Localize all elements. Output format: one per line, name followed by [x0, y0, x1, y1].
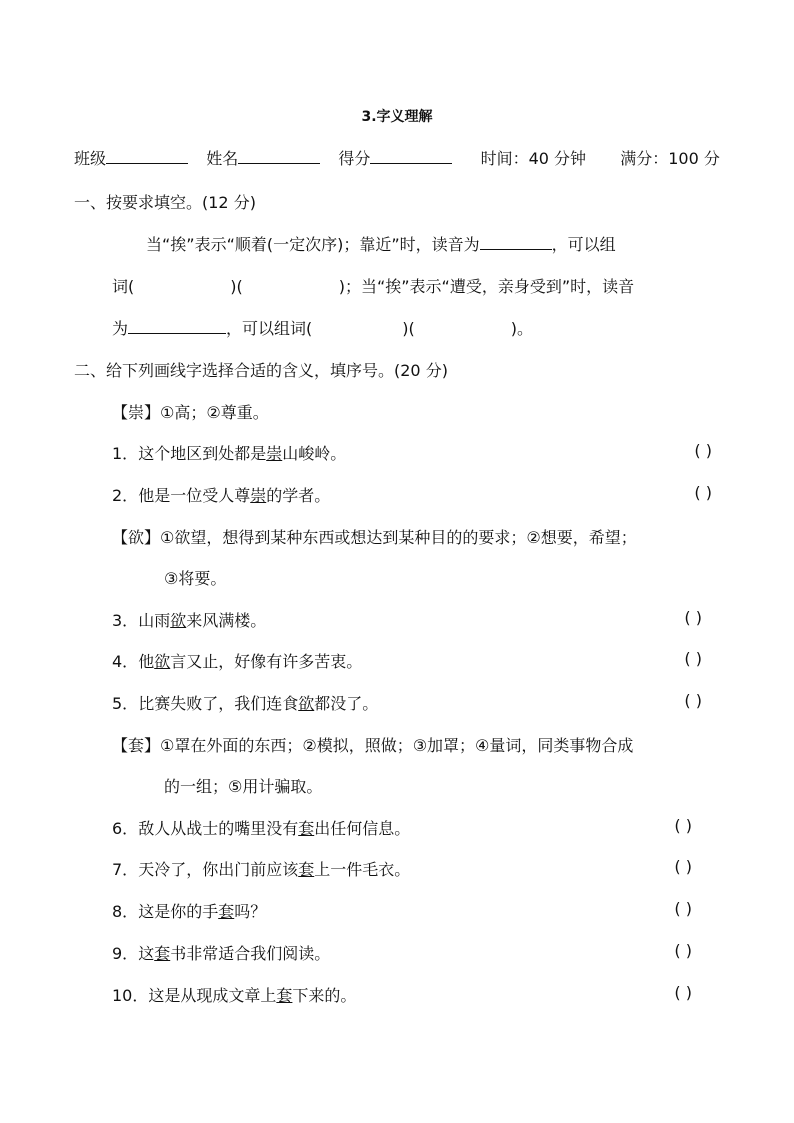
- full-score: 满分：100 分: [620, 149, 720, 168]
- underlined-char: 套: [298, 819, 315, 838]
- definition-chong: 【崇】①高；②尊重。: [112, 403, 269, 422]
- section1-heading: 一、按要求填空。(12 分): [74, 193, 256, 212]
- answer-parentheses[interactable]: ( ): [684, 608, 702, 627]
- answer-parentheses[interactable]: ( ): [674, 816, 692, 835]
- question-text-pre: 这: [138, 944, 155, 963]
- score-label: 得分: [338, 149, 371, 168]
- question-text-pre: 他是一位受人尊: [138, 486, 251, 505]
- question-text-post: 言又止，好像有许多苦衷。: [170, 652, 363, 671]
- answer-parentheses[interactable]: ( ): [674, 857, 692, 876]
- question-9: [112, 941, 692, 964]
- page-title: 3.字义理解: [361, 109, 433, 125]
- pinyin-blank-2[interactable]: [128, 319, 226, 334]
- section1-line3: [112, 316, 533, 339]
- answer-parentheses[interactable]: ( ): [684, 649, 702, 668]
- answer-parentheses[interactable]: ( ): [674, 899, 692, 918]
- section1-line2-c: )；当“挨”表示“遭受，亲身受到”时，读音: [338, 277, 635, 296]
- definition-yu-line1: 【欲】①欲望，想得到某种东西或想达到某种目的的要求；②想要，希望；: [112, 528, 637, 547]
- question-text-post: 下来的。: [292, 986, 357, 1005]
- question-6: [112, 816, 692, 839]
- question-5: [112, 691, 702, 714]
- question-number: 4．: [112, 652, 139, 671]
- question-3: [112, 608, 702, 631]
- question-number: 8．: [112, 902, 139, 921]
- question-text-post: 都没了。: [314, 694, 379, 713]
- question-4: [112, 649, 702, 672]
- section1-line1-tail: ，可以组: [551, 235, 616, 254]
- underlined-char: 欲: [298, 694, 315, 713]
- section2-heading: 二、给下列画线字选择合适的含义，填序号。(20 分): [74, 361, 448, 380]
- section1-line1: [146, 232, 616, 255]
- name-label: 姓名: [206, 149, 239, 168]
- question-text-post: 出任何信息。: [314, 819, 411, 838]
- question-text-pre: 这是你的手: [138, 902, 219, 921]
- question-text-pre: 他: [138, 652, 155, 671]
- question-text-pre: 山雨: [138, 611, 171, 630]
- answer-parentheses[interactable]: ( ): [694, 441, 712, 460]
- question-text-post: 上一件毛衣。: [314, 860, 411, 879]
- section1-line2: [112, 274, 634, 297]
- question-number: 9．: [112, 944, 139, 963]
- answer-parentheses[interactable]: ( ): [694, 483, 712, 502]
- section1-line3-b: ，可以组词(: [226, 319, 313, 338]
- question-number: 5．: [112, 694, 139, 713]
- question-text-post: 山峻岭。: [282, 444, 347, 463]
- question-8: [112, 899, 692, 922]
- question-text-pre: 这是从现成文章上: [148, 986, 277, 1005]
- question-1: [112, 441, 712, 464]
- underlined-char: 套: [218, 902, 235, 921]
- question-text-post: 来风满楼。: [186, 611, 267, 630]
- answer-parentheses[interactable]: ( ): [674, 983, 692, 1002]
- definition-tao-line2: 的一组；⑤用计骗取。: [164, 777, 323, 796]
- question-10: [112, 983, 692, 1006]
- question-7: [112, 857, 692, 880]
- question-text-pre: 天冷了，你出门前应该: [138, 860, 299, 879]
- section1-line3-c: )(: [402, 319, 415, 338]
- class-label: 班级: [74, 149, 107, 168]
- underlined-char: 欲: [154, 652, 171, 671]
- underlined-char: 套: [298, 860, 315, 879]
- question-number: 1．: [112, 444, 139, 463]
- underlined-char: 崇: [266, 444, 283, 463]
- class-blank[interactable]: [106, 149, 188, 164]
- underlined-char: 套: [276, 986, 293, 1005]
- score-blank[interactable]: [370, 149, 452, 164]
- question-2: [112, 483, 712, 506]
- question-number: 3．: [112, 611, 139, 630]
- question-number: 2．: [112, 486, 139, 505]
- underlined-char: 崇: [250, 486, 267, 505]
- section1-line1-text: 当“挨”表示“顺着(一定次序)；靠近”时，读音为: [146, 235, 480, 254]
- question-text-post: 吗？: [234, 902, 267, 921]
- time-limit: 时间：40 分钟: [480, 149, 587, 168]
- definition-tao-line1: 【套】①罩在外面的东西；②模拟，照做；③加罩；④量词，同类事物合成: [112, 736, 634, 755]
- definition-yu-line2: ③将要。: [164, 569, 227, 588]
- answer-parentheses[interactable]: ( ): [674, 941, 692, 960]
- question-text-post: 书非常适合我们阅读。: [170, 944, 331, 963]
- question-number: 10．: [112, 986, 149, 1005]
- question-number: 6．: [112, 819, 139, 838]
- question-text-pre: 这个地区到处都是: [138, 444, 267, 463]
- question-text-pre: 比赛失败了，我们连食: [138, 694, 299, 713]
- pinyin-blank-1[interactable]: [480, 235, 552, 250]
- question-text-post: 的学者。: [266, 486, 331, 505]
- underlined-char: 欲: [170, 611, 187, 630]
- section1-line2-b: )(: [230, 277, 243, 296]
- answer-parentheses[interactable]: ( ): [684, 691, 702, 710]
- question-text-pre: 敌人从战士的嘴里没有: [138, 819, 299, 838]
- section1-line2-a: 词(: [112, 277, 135, 296]
- underlined-char: 套: [154, 944, 171, 963]
- name-blank[interactable]: [238, 149, 320, 164]
- section1-line3-d: )。: [510, 319, 533, 338]
- student-info-row: [74, 146, 734, 169]
- question-number: 7．: [112, 860, 139, 879]
- section1-line3-a: 为: [112, 319, 129, 338]
